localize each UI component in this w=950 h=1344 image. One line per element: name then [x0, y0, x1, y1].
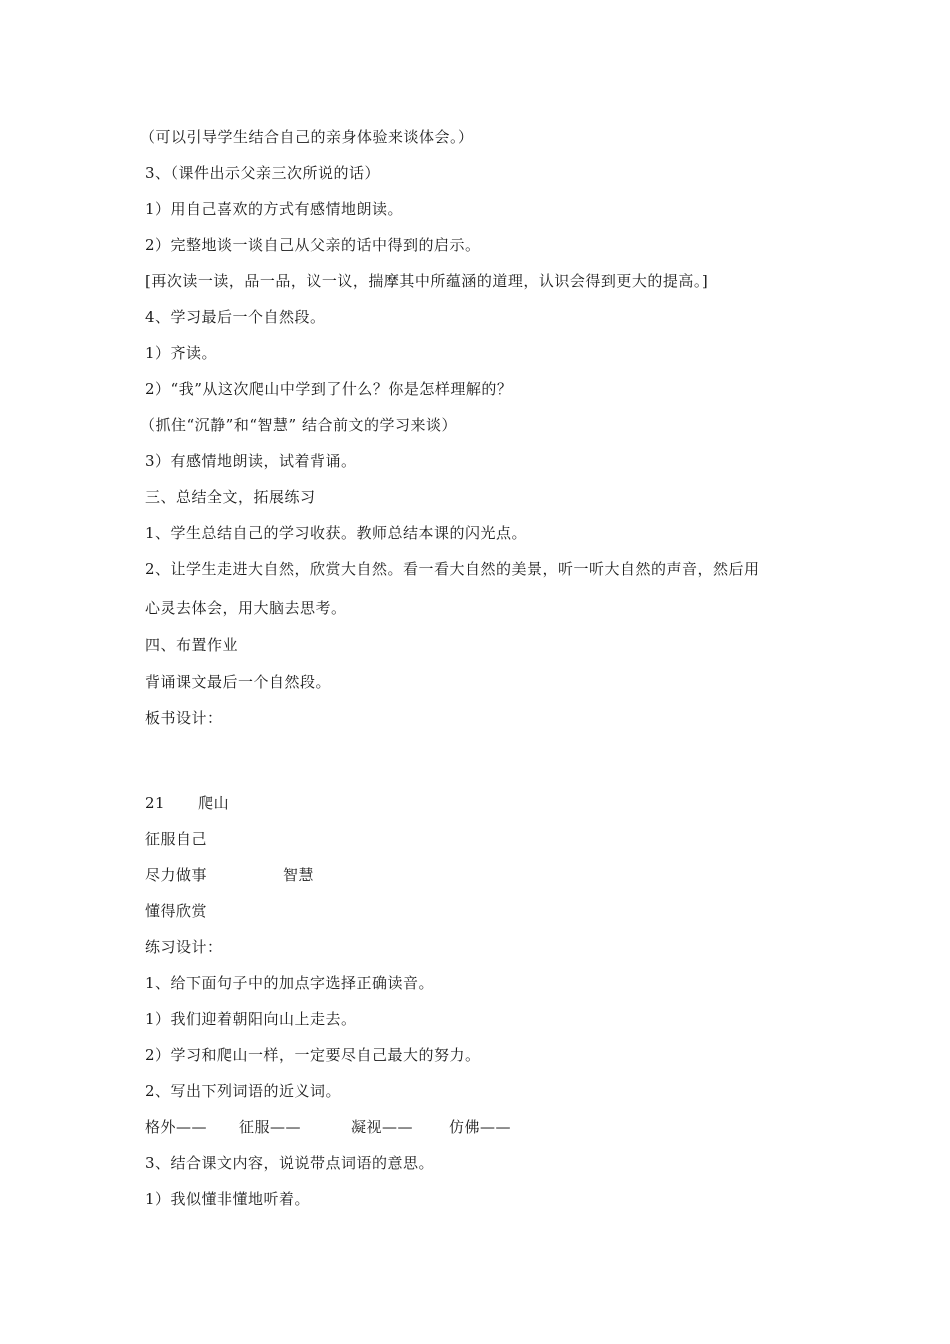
- board-left: 尽力做事: [145, 866, 208, 884]
- synonym-word: 格外——: [145, 1118, 208, 1136]
- section-heading: 四、布置作业: [145, 636, 239, 654]
- board-line: [145, 865, 314, 885]
- text-line: 2）完整地谈一谈自己从父亲的话中得到的启示。: [145, 236, 481, 254]
- text-line: （抓住“沉静”和“智慧” 结合前文的学习来谈）: [140, 416, 457, 434]
- exercise-question: 1、给下面句子中的加点字选择正确读音。: [145, 974, 435, 992]
- synonym-row: [145, 1117, 511, 1137]
- text-line: 1、学生总结自己的学习收获。教师总结本课的闪光点。: [145, 524, 528, 542]
- exercise-heading: 练习设计：: [145, 938, 223, 956]
- exercise-item: 2）学习和爬山一样，一定要尽自己最大的努力。: [145, 1046, 481, 1064]
- exercise-question: 3、结合课文内容，说说带点词语的意思。: [145, 1154, 435, 1172]
- board-line: 懂得欣赏: [145, 902, 208, 920]
- text-line: 心灵去体会，用大脑去思考。: [145, 599, 347, 617]
- board-line: 征服自己: [145, 830, 208, 848]
- board-right: 智慧: [283, 866, 315, 884]
- text-line: 1）用自己喜欢的方式有感情地朗读。: [145, 200, 404, 218]
- text-line: 2）“我”从这次爬山中学到了什么？你是怎样理解的？: [145, 380, 513, 398]
- text-line: 2、让学生走进大自然，欣赏大自然。看一看大自然的美景，听一听大自然的声音，然后用: [145, 560, 760, 578]
- text-line: 1）齐读。: [145, 344, 218, 362]
- text-line: 4、学习最后一个自然段。: [145, 308, 326, 326]
- exercise-item: 1）我们迎着朝阳向山上走去。: [145, 1010, 357, 1028]
- text-line: 板书设计：: [145, 709, 223, 727]
- lesson-number: 21: [145, 794, 166, 812]
- exercise-question: 2、写出下列词语的近义词。: [145, 1082, 342, 1100]
- text-line: 3、（课件出示父亲三次所说的话）: [145, 164, 381, 182]
- synonym-word: 仿佛——: [449, 1118, 512, 1136]
- board-title: [145, 793, 229, 813]
- exercise-item: 1）我似懂非懂地听着。: [145, 1190, 311, 1208]
- section-heading: 三、总结全文，拓展练习: [145, 488, 316, 506]
- lesson-title: 爬山: [198, 794, 230, 812]
- synonym-word: 凝视——: [351, 1118, 414, 1136]
- text-line: 3）有感情地朗读，试着背诵。: [145, 452, 357, 470]
- synonym-word: 征服——: [239, 1118, 302, 1136]
- text-line: （可以引导学生结合自己的亲身体验来谈体会。）: [140, 128, 474, 146]
- text-line: [再次读一读，品一品，议一议，揣摩其中所蕴涵的道理，认识会得到更大的提高。]: [145, 272, 709, 290]
- text-line: 背诵课文最后一个自然段。: [145, 673, 332, 691]
